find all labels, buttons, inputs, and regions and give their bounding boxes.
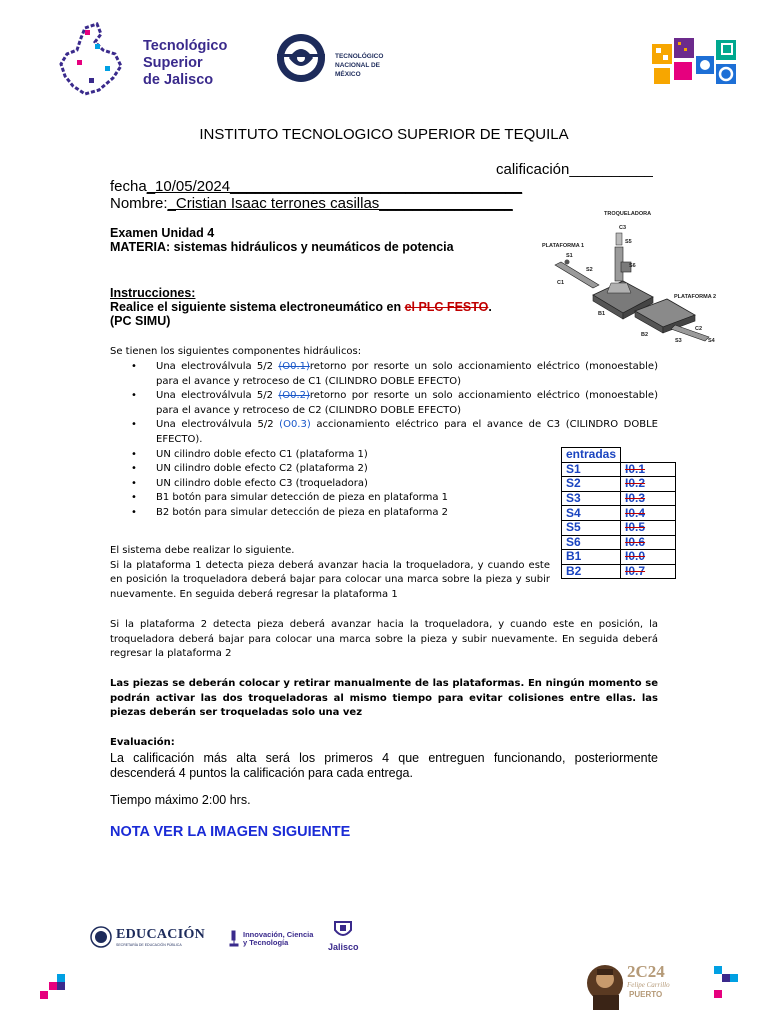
diagram-label-c2: C2 <box>695 326 703 332</box>
tsj-logo <box>55 20 245 102</box>
diagram-label-s5: S5 <box>625 239 632 245</box>
calificacion-field: calificación__________ <box>496 161 653 178</box>
instructions <box>110 286 492 328</box>
fecha-label: fecha <box>110 178 147 195</box>
table-row: S1 I0.1 <box>562 462 676 477</box>
jalisco-logo: Jalisco <box>328 920 359 952</box>
table-row: S4 I0.4 <box>562 506 676 521</box>
instructions-title: Instrucciones: <box>110 286 196 300</box>
paragraph-plataforma2: Si la plataforma 2 detecta pieza deberá avanzar hacia la troqueladora, y cuando este en posición, la troqueladora deberá bajar para colocar una marca sobre la pieza y subir nuevamente. En seguida deberá regresar la plataforma 2 <box>110 619 658 660</box>
diagram-label-plataforma1: PLATAFORMA 1 <box>542 243 585 249</box>
diagram-label-c3: C3 <box>619 225 627 231</box>
diagram-label-s4: S4 <box>708 338 715 344</box>
nota-text: NOTA VER LA IMAGEN SIGUIENTE <box>110 824 351 840</box>
diagram-label-s3: S3 <box>675 338 682 344</box>
decorative-pixel-icon <box>714 966 740 992</box>
educacion-logo: EDUCACIÓN SECRETARÍA DE EDUCACIÓN PÚBLICA <box>90 926 205 948</box>
list-item: • UN cilindro doble efecto C2 (plataforma 2) <box>110 462 550 477</box>
list-item: • UN cilindro doble efecto C3 (troqueladora) <box>110 477 550 492</box>
entradas-table <box>561 447 676 579</box>
evaluacion-title: Evaluación: <box>110 737 175 748</box>
nombre-value: _Cristian Isaac terrones casillas________________ <box>167 195 513 212</box>
list-item: • B1 botón para simular detección de pieza en plataforma 1 <box>110 491 550 506</box>
felipe-text: Felipe Carrillo <box>627 981 670 989</box>
microscope-icon <box>228 930 240 948</box>
exam-header <box>110 226 454 254</box>
diagram-label-b2: B2 <box>641 332 649 338</box>
table-header-row <box>562 448 676 463</box>
innovacion-logo: Innovación, Ciencia y Tecnología <box>228 930 313 948</box>
diagram-label-b1: B1 <box>598 311 606 317</box>
decorative-pixel-icon <box>40 974 66 1000</box>
tnm-logo <box>275 28 405 88</box>
system-description <box>110 544 550 602</box>
jalisco-shield-icon <box>332 920 354 940</box>
fecha-value: _10/05/2024___________________________________ <box>146 178 523 195</box>
jalisco-map-icon <box>55 20 140 102</box>
tnm-name: TECNOLÓGICO NACIONAL DE MÉXICO <box>335 53 384 78</box>
table-row: S2 I0.2 <box>562 477 676 492</box>
table-header: entradas <box>562 448 621 463</box>
paragraph-rules: Las piezas se deberán colocar y retirar manualmente de las plataformas. En ningún momento se podrán activar las dos troqueladoras al mismo tiempo para evitar colisiones entre ellas. las piezas deberán ser troqueladas solo una vez <box>110 678 658 719</box>
seal-icon <box>90 926 112 948</box>
diagram-label-s6: S6 <box>629 263 636 269</box>
tnm-emblem-icon <box>275 28 331 88</box>
table-row: B2 I0.7 <box>562 564 676 579</box>
exam-unit: Examen Unidad 4 <box>110 226 215 240</box>
year-text: 2C24 <box>627 962 665 981</box>
diagram-label-plataforma2: PLATAFORMA 2 <box>674 294 717 300</box>
diagram-label-s2: S2 <box>586 267 593 273</box>
evaluacion-body: La calificación más alta será los primeros 4 que entreguen funcionando, posteriormente descenderá 4 puntos la calificación para cada entrega. <box>110 751 658 780</box>
table-row: S5 I0.5 <box>562 520 676 535</box>
fecha-field <box>110 178 522 195</box>
system-intro: El sistema debe realizar lo siguiente. <box>110 545 295 556</box>
list-item: • Una electroválvula 5/2 (O0.3) accionamiento eléctrico para el avance de C3 (CILINDRO DOBLE EFECTO). <box>110 418 658 447</box>
nombre-field <box>110 195 513 212</box>
instructions-line1: Realice el siguiente sistema electroneumático en el PLC FESTO. <box>110 300 492 314</box>
diagram-label-s1: S1 <box>566 253 573 259</box>
materia: MATERIA: sistemas hidráulicos y neumáticos de potencia <box>110 240 454 254</box>
list-item: • B2 botón para simular detección de pieza en plataforma 2 <box>110 506 550 521</box>
2024-felipe-carrillo-puerto-logo <box>575 955 685 1010</box>
list-item: • UN cilindro doble efecto C1 (plataforma 1) <box>110 448 550 463</box>
list-item: • Una electroválvula 5/2 (O0.1)retorno por resorte un solo accionamiento eléctrico (monoestable) para el avance y retroceso de C1 (CILINDRO DOBLE EFECTO) <box>110 360 658 389</box>
paragraph-plataforma1: Si la plataforma 1 detecta pieza deberá avanzar hacia la troqueladora, y cuando este en posición la troqueladora deberá bajar para colocar una marca sobre la pieza y subir nuevamente. En seguida deberá regresar la plataforma 1 <box>110 559 550 600</box>
diagram-label-troqueladora: TROQUELADORA <box>604 211 652 217</box>
components-intro: Se tienen los siguientes componentes hidráulicos: <box>110 346 362 357</box>
list-item: • Una electroválvula 5/2 (O0.2)retorno por resorte un solo accionamiento eléctrico (monoestable) para el avance y retroceso de C2 (CILINDRO DOBLE EFECTO) <box>110 389 658 418</box>
institution-title: INSTITUTO TECNOLOGICO SUPERIOR DE TEQUILA <box>199 126 569 143</box>
table-row: S3 I0.3 <box>562 491 676 506</box>
system-diagram <box>535 207 730 347</box>
colored-blocks-logo <box>652 38 742 88</box>
tiempo-maximo: Tiempo máximo 2:00 hrs. <box>110 793 251 807</box>
table-row: B1 I0.0 <box>562 550 676 565</box>
puerto-text: PUERTO <box>629 990 663 999</box>
table-row: S6 I0.6 <box>562 535 676 550</box>
diagram-label-c1: C1 <box>557 280 565 286</box>
tsj-name: Tecnológico Superior de Jalisco <box>143 38 228 88</box>
instructions-line2: (PC SIMU) <box>110 314 171 328</box>
nombre-label: Nombre: <box>110 195 168 212</box>
